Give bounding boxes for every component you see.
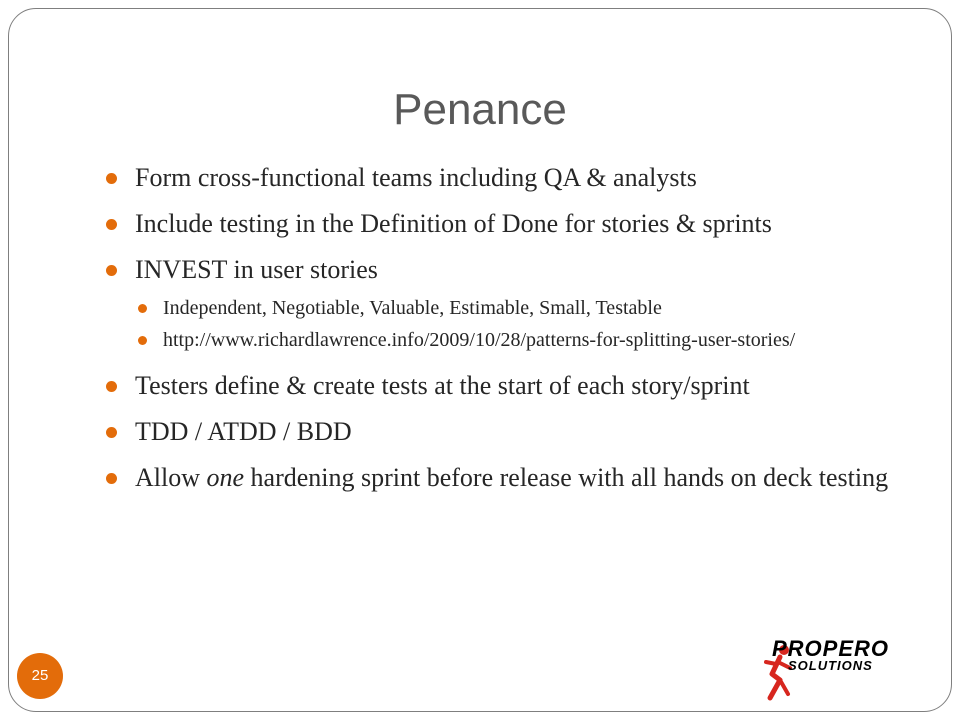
- slide-title: Penance: [393, 85, 567, 134]
- logo-text-line2: SOLUTIONS: [788, 658, 873, 673]
- page-number-badge: 25: [17, 653, 63, 699]
- bullet-item: TDD / ATDD / BDD: [106, 414, 906, 450]
- bullet-text: hardening sprint before release with all hands on deck testing: [244, 463, 889, 492]
- bullet-list: [106, 160, 906, 506]
- company-logo: [760, 636, 910, 706]
- bullet-emphasis: one: [206, 463, 245, 492]
- sub-bullet-list: [106, 294, 906, 354]
- bullet-item: [106, 460, 906, 496]
- bullet-item: Form cross-functional teams including QA & analysts: [106, 160, 906, 196]
- logo-text-line1: PROPERO: [772, 636, 890, 661]
- sub-bullet-item: Independent, Negotiable, Valuable, Estimable, Small, Testable: [138, 294, 906, 322]
- bullet-item: Testers define & create tests at the start of each story/sprint: [106, 368, 906, 404]
- bullet-item: Include testing in the Definition of Done for stories & sprints: [106, 206, 906, 242]
- bullet-text: Allow: [135, 463, 207, 492]
- bullet-item: INVEST in user stories: [106, 252, 906, 288]
- sub-bullet-item: http://www.richardlawrence.info/2009/10/28/patterns-for-splitting-user-stories/: [138, 326, 906, 354]
